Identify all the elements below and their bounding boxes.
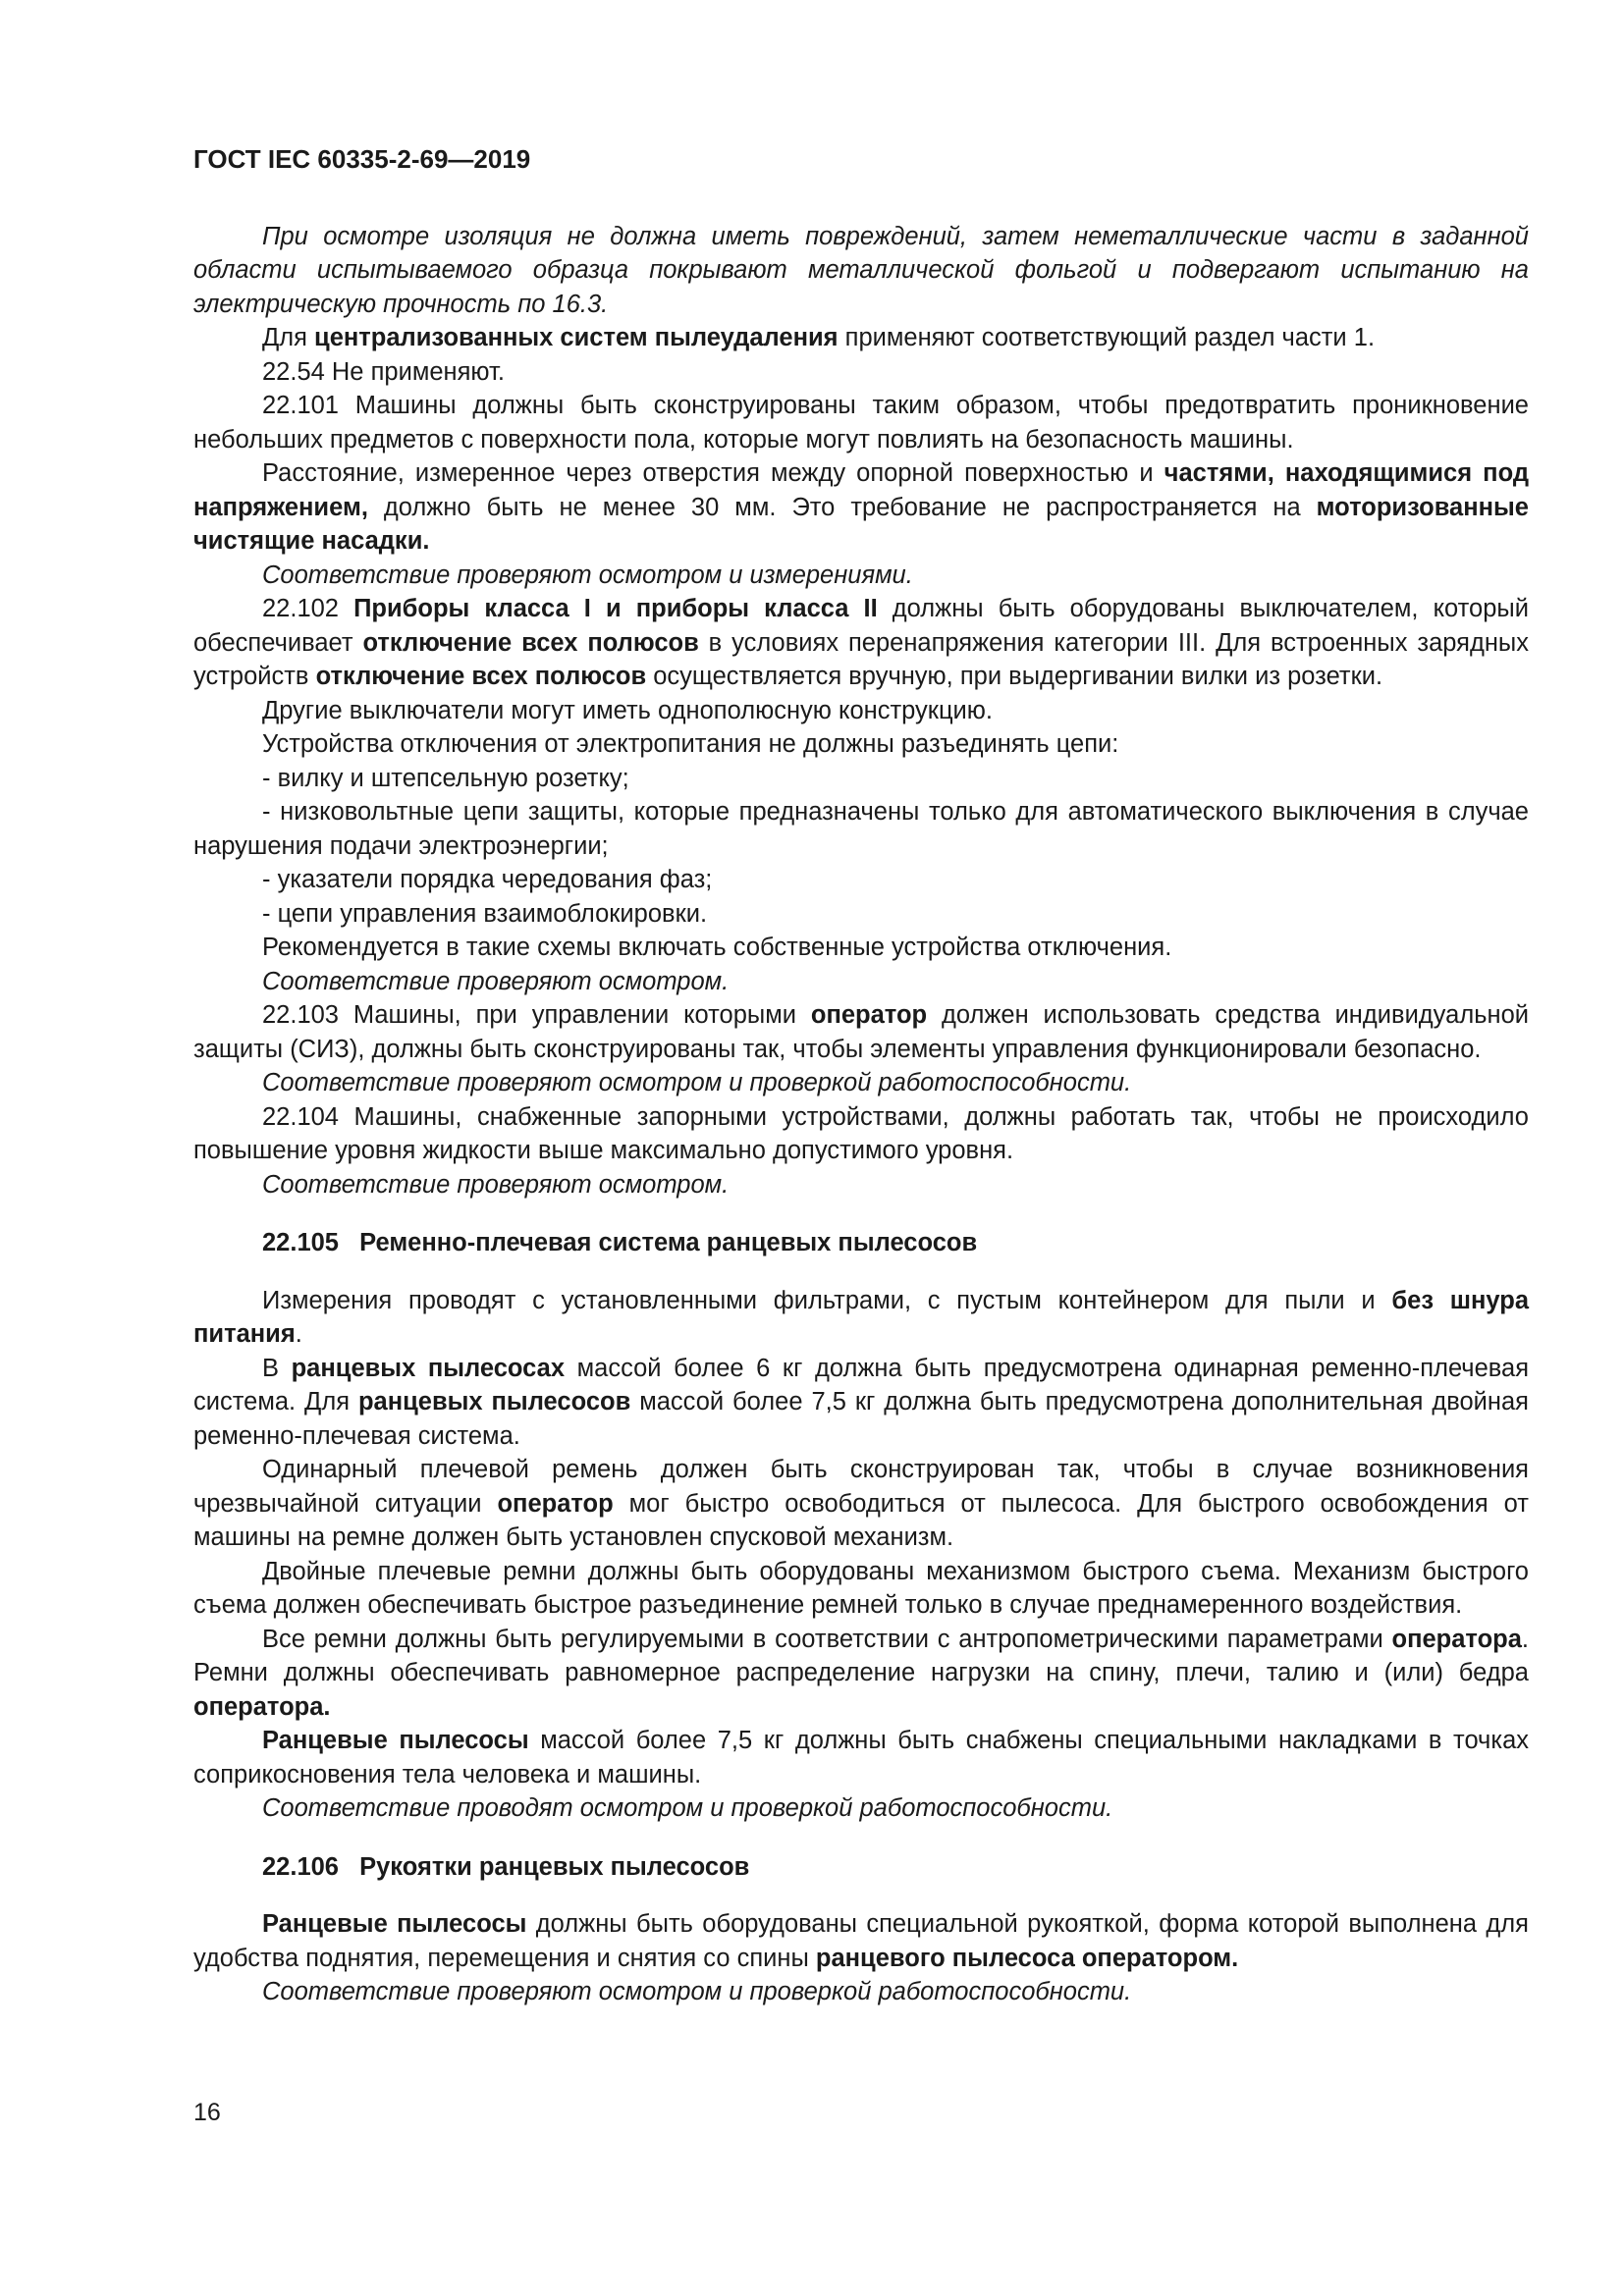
clause-22-102: 22.102 Приборы класса I и приборы класса II должны быть оборудованы выключателем, который обеспечивает отключение всех полюсов в условиях перенапряжения категории III. Для встроенных зарядных устройств отключение всех полюсов осуществляется вручную, при выдергивании вилки из розетки.	[193, 595, 1529, 690]
paragraph: Одинарный плечевой ремень должен быть сконструирован так, чтобы в случае возникновения чрезвычайной ситуации оператор мог быстро освободиться от пылесоса. Для быстрого освобождения от машины на ремне должен быть установлен спусковой механизм.	[193, 1456, 1529, 1551]
clause-22-103: 22.103 Машины, при управлении которыми оператор должен использовать средства индивидуальной защиты (СИЗ), должны быть сконструированы так, чтобы элементы управления функционировали безопасно.	[193, 1001, 1530, 1063]
paragraph: Двойные плечевые ремни должны быть оборудованы механизмом быстрого съема. Механизм быстрого съема должен обеспечивать быстрое разъединение ремней только в случае преднамеренного воздействия.	[193, 1557, 1529, 1619]
paragraph: При осмотре изоляция не должна иметь повреждений, затем неметаллические части в заданной области испытываемого образца покрывают металлической фольгой и подвергают испытанию на электрическую прочность по 16.3.	[193, 222, 1529, 318]
clause-22-104: 22.104 Машины, снабженные запорными устройствами, должны работать так, чтобы не происходило повышение уровня жидкости выше максимально допустимого уровня.	[193, 1102, 1529, 1164]
clause-22-101: 22.101 Машины должны быть сконструированы таким образом, чтобы предотвратить проникновение небольших предметов с поверхности пола, которые могут повлиять на безопасность машины.	[193, 392, 1529, 454]
compliance-note: Соответствие проверяют осмотром и измерениями.	[262, 561, 913, 589]
paragraph: Измерения проводят с установленными фильтрами, с пустым контейнером для пыли и без шнура питания.	[193, 1286, 1530, 1348]
document-header: ГОСТ IEC 60335-2-69—2019	[193, 144, 531, 174]
paragraph: Рекомендуется в такие схемы включать собственные устройства отключения.	[262, 934, 1172, 961]
list-item: - вилку и штепсельную розетку;	[262, 764, 629, 792]
clause-22-54: 22.54 Не применяют.	[262, 357, 505, 386]
list-item: - указатели порядка чередования фаз;	[262, 866, 713, 893]
section-heading-22-106: 22.106 Рукоятки ранцевых пылесосов	[262, 1852, 750, 1881]
paragraph: Все ремни должны быть регулируемыми в соответствии с антропометрическими параметрами оператора. Ремни должны обеспечивать равномерное распределение нагрузки на спину, плечи, талию и (или) бедра оператора.	[193, 1625, 1529, 1721]
compliance-note: Соответствие проводят осмотром и проверкой работоспособности.	[262, 1794, 1113, 1822]
compliance-note: Соответствие проверяют осмотром.	[262, 1170, 730, 1199]
compliance-note: Соответствие проверяют осмотром и проверкой работоспособности.	[262, 1069, 1132, 1096]
paragraph: Ранцевые пылесосы должны быть оборудованы специальной рукояткой, форма которой выполнена для удобства поднятия, перемещения и снятия со спины ранцевого пылесоса оператором.	[193, 1910, 1529, 1972]
list-item: - цепи управления взаимоблокировки.	[262, 899, 708, 928]
paragraph: Ранцевые пылесосы массой более 7,5 кг должны быть снабжены специальными накладками в точках соприкосновения тела человека и машины.	[193, 1727, 1529, 1789]
paragraph: Другие выключатели могут иметь однополюсную конструкцию.	[262, 696, 994, 724]
section-heading-22-105: 22.105 Ременно-плечевая система ранцевых пылесосов	[262, 1229, 978, 1256]
paragraph: Устройства отключения от электропитания не должны разъединять цепи:	[262, 730, 1119, 758]
list-item: - низковольтные цепи защиты, которые предназначены только для автоматического выключения в случае нарушения подачи электроэнергии;	[193, 798, 1529, 860]
paragraph: Для централизованных систем пылеудаления применяют соответствующий раздел части 1.	[262, 324, 1376, 351]
page-number: 16	[193, 2099, 221, 2126]
compliance-note: Соответствие проверяют осмотром.	[262, 967, 730, 995]
document-page	[193, 142, 1529, 2009]
paragraph: В ранцевых пылесосах массой более 6 кг должна быть предусмотрена одинарная ременно-плечевая система. Для ранцевых пылесосов массой более 7,5 кг должна быть предусмотрена дополнительная двойная ременно-плечевая система.	[193, 1354, 1530, 1450]
compliance-note: Соответствие проверяют осмотром и проверкой работоспособности.	[262, 1978, 1132, 2005]
paragraph: Расстояние, измеренное через отверстия между опорной поверхностью и частями, находящимися под напряжением, должно быть не менее 30 мм. Это требование не распространяется на моторизованные чистящие насадки.	[193, 459, 1530, 555]
